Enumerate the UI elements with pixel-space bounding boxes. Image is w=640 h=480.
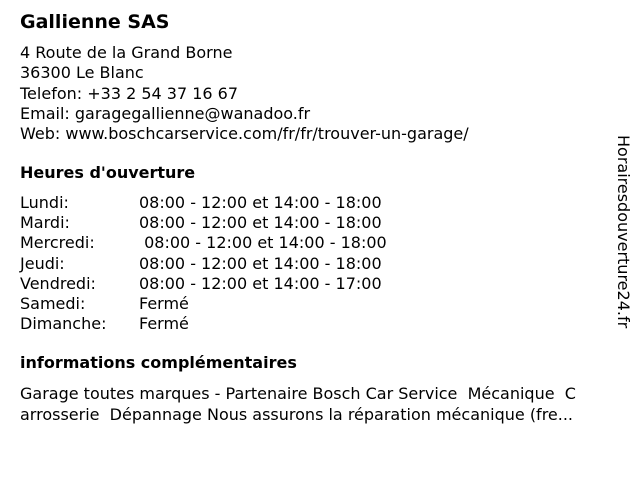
contact-block (20, 43, 469, 144)
day-label: Dimanche: (20, 314, 107, 334)
day-label: Vendredi: (20, 273, 96, 293)
day-label: Mercredi: (20, 233, 95, 253)
day-label: Jeudi: (20, 253, 65, 273)
opening-hours-heading: Heures d'ouverture (20, 163, 196, 182)
day-label: Mardi: (20, 213, 70, 233)
additional-info-text (20, 383, 625, 425)
street-address: 4 Route de la Grand Borne (20, 43, 233, 62)
website: Web: www.boschcarservice.com/fr/fr/trouver-un-garage/ (20, 124, 469, 144)
watermark-text: Horairesdouverture24.fr (614, 135, 633, 329)
day-label: Lundi: (20, 193, 69, 212)
hours-value: 08:00 - 12:00 et 14:00 - 18:00 (139, 233, 387, 253)
hours-value: 08:00 - 12:00 et 14:00 - 18:00 (139, 253, 382, 273)
day-label: Samedi: (20, 293, 86, 313)
info-line: arrosserie Dépannage Nous assurons la réparation mécanique (fre... (20, 405, 574, 424)
site-watermark (612, 135, 634, 343)
hours-value: Fermé (139, 293, 189, 313)
hours-value: 08:00 - 12:00 et 14:00 - 18:00 (139, 193, 382, 212)
additional-info-heading: informations complémentaires (20, 353, 297, 372)
info-line: Garage toutes marques - Partenaire Bosch Car Service Mécanique C (20, 384, 576, 403)
phone: Telefon: +33 2 54 37 16 67 (20, 83, 239, 103)
business-name: Gallienne SAS (20, 11, 170, 33)
email: Email: garagegallienne@wanadoo.fr (20, 103, 311, 123)
city: 36300 Le Blanc (20, 63, 144, 83)
hours-value: 08:00 - 12:00 et 14:00 - 17:00 (139, 273, 382, 293)
hours-value: 08:00 - 12:00 et 14:00 - 18:00 (139, 213, 382, 233)
hours-value: Fermé (139, 314, 189, 334)
